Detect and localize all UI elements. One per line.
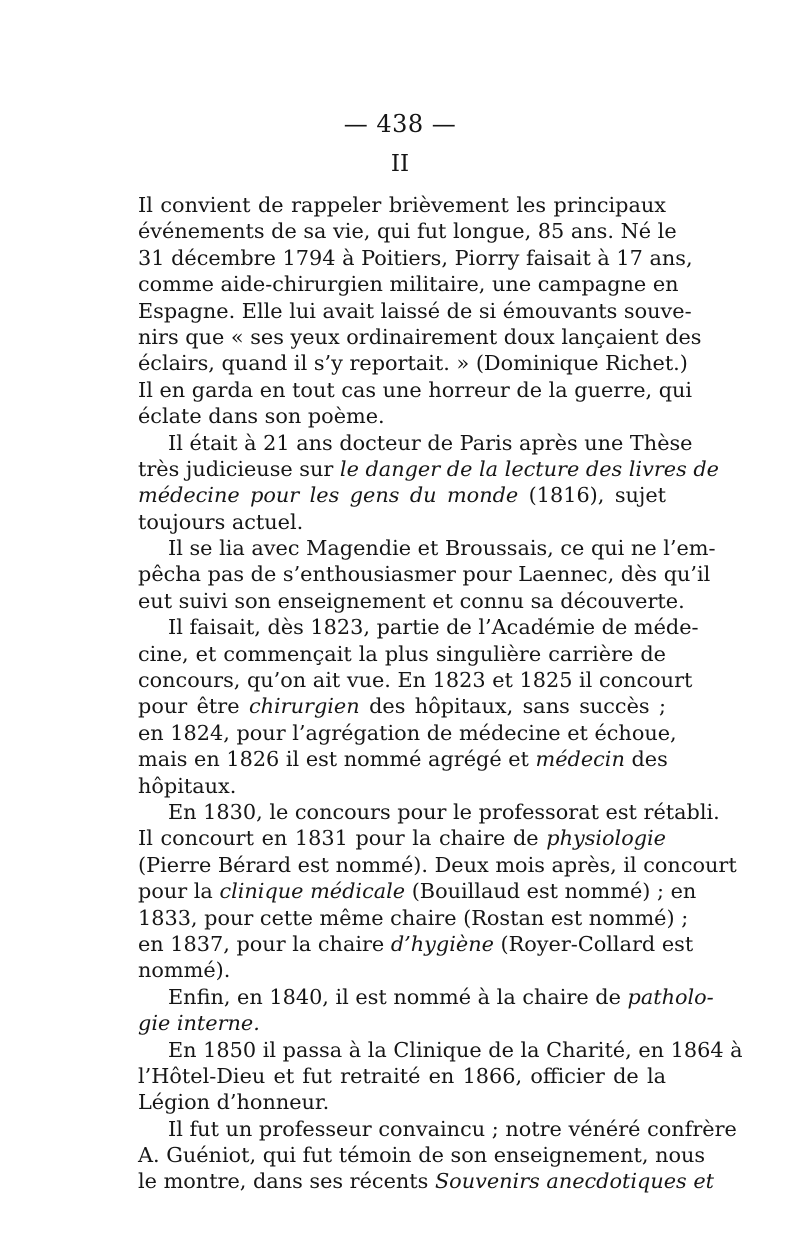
text-line xyxy=(138,588,685,614)
text-line xyxy=(138,509,666,535)
italic-text: chirurgien xyxy=(248,694,360,719)
text-segment: l’Hôtel-Dieu et fut retraité en 1866, officier de la xyxy=(138,1063,666,1088)
body-text xyxy=(138,192,743,1195)
text-segment: Il fut un professeur convaincu ; notre vénéré confrère xyxy=(168,1116,737,1141)
text-segment: pêcha pas de s’enthousiasmer pour Laennec, dès qu’il xyxy=(138,562,711,587)
text-line xyxy=(138,1168,714,1194)
text-segment: En 1830, le concours pour le professorat est rétabli. xyxy=(168,799,720,824)
text-segment: En 1850 il passa à la Clinique de la Charité, en 1864 à xyxy=(168,1037,743,1062)
text-segment: A. Guéniot, qui fut témoin de son enseignement, nous xyxy=(138,1143,706,1168)
text-line xyxy=(138,298,692,324)
text-line xyxy=(138,218,677,244)
text-segment: toujours actuel. xyxy=(138,509,304,534)
text-segment: cine, et commençait la plus singulière carrière de xyxy=(138,641,666,666)
italic-text: d’hygiène xyxy=(390,931,494,956)
text-line xyxy=(138,984,714,1010)
text-line xyxy=(138,852,737,878)
text-line xyxy=(138,245,693,271)
text-line xyxy=(138,825,666,851)
text-segment: en 1824, pour l’agrégation de médecine et échoue, xyxy=(138,720,677,745)
text-segment: éclate dans son poème. xyxy=(138,404,385,429)
italic-text: physiologie xyxy=(546,826,666,851)
text-segment: très judicieuse sur xyxy=(138,456,340,481)
text-line xyxy=(138,324,702,350)
text-segment: nommé). xyxy=(138,958,231,983)
text-line xyxy=(138,693,666,719)
text-line xyxy=(138,1037,743,1063)
text-segment: (Bouillaud est nommé) ; en xyxy=(405,879,697,904)
text-line xyxy=(138,1089,666,1115)
text-segment: comme aide-chirurgien militaire, une campagne en xyxy=(138,272,679,297)
italic-text: le danger de la lecture des livres de xyxy=(339,456,719,481)
text-line xyxy=(138,456,719,482)
text-segment: pour être xyxy=(138,694,249,719)
text-segment: en 1837, pour la chaire xyxy=(138,931,391,956)
text-segment: (Pierre Bérard est nommé). Deux mois après, il concourt xyxy=(138,852,737,877)
text-segment: Il en garda en tout cas une horreur de la guerre, qui xyxy=(138,377,693,402)
text-segment: hôpitaux. xyxy=(138,773,237,798)
text-line xyxy=(138,931,694,957)
text-line xyxy=(138,641,666,667)
text-segment: Légion d’honneur. xyxy=(138,1090,330,1115)
text-segment: Il se lia avec Magendie et Broussais, ce qui ne l’em- xyxy=(168,536,716,561)
italic-text: gie interne. xyxy=(138,1011,260,1036)
text-segment: événements de sa vie, qui fut longue, 85 ans. Né le xyxy=(138,219,677,244)
text-line xyxy=(138,905,689,931)
text-line xyxy=(138,1116,737,1142)
text-segment: pour la xyxy=(138,879,220,904)
text-segment: Il convient de rappeler brièvement les principaux xyxy=(138,193,666,217)
italic-text: médecin xyxy=(535,747,625,772)
text-line xyxy=(138,192,666,218)
text-segment: (Royer-Collard est xyxy=(493,931,694,956)
text-line xyxy=(138,667,693,693)
text-line xyxy=(138,746,666,772)
text-line xyxy=(138,1142,706,1168)
text-segment: 31 décembre 1794 à Poitiers, Piorry faisait à 17 ans, xyxy=(138,245,693,270)
text-line xyxy=(138,535,716,561)
text-segment: des xyxy=(624,747,668,772)
text-line xyxy=(138,377,693,403)
text-segment: Il était à 21 ans docteur de Paris après une Thèse xyxy=(168,430,693,455)
text-line xyxy=(138,773,666,799)
text-segment: eut suivi son enseignement et connu sa découverte. xyxy=(138,588,685,613)
italic-text: patholo- xyxy=(627,984,714,1009)
page-number: — 438 — xyxy=(343,110,457,138)
text-segment: 1833, pour cette même chaire (Rostan est nommé) ; xyxy=(138,905,689,930)
text-segment: des hôpitaux, sans succès ; xyxy=(359,694,667,719)
text-line xyxy=(138,350,688,376)
text-segment: Il faisait, dès 1823, partie de l’Académie de méde- xyxy=(168,615,699,640)
text-line xyxy=(138,430,693,456)
text-segment: Il concourt en 1831 pour la chaire de xyxy=(138,826,547,851)
text-segment: le montre, dans ses récents xyxy=(138,1169,435,1194)
text-line xyxy=(138,957,666,983)
text-segment: éclairs, quand il s’y reportait. » (Dominique Richet.) xyxy=(138,351,688,376)
section-heading: II xyxy=(390,151,410,177)
text-line xyxy=(138,271,679,297)
italic-text: médecine pour les gens du monde xyxy=(138,483,519,508)
text-line xyxy=(138,1063,666,1089)
text-segment: nirs que « ses yeux ordinairement doux lançaient des xyxy=(138,324,702,349)
text-line xyxy=(138,1010,666,1036)
text-segment: concours, qu’on ait vue. En 1823 et 1825 il concourt xyxy=(138,668,693,693)
text-segment: Enfin, en 1840, il est nommé à la chaire de xyxy=(168,984,628,1009)
italic-text: clinique médicale xyxy=(219,879,406,904)
text-line xyxy=(138,614,699,640)
text-line xyxy=(138,482,666,508)
text-line xyxy=(138,403,666,429)
text-segment: mais en 1826 il est nommé agrégé et xyxy=(138,747,536,772)
text-segment: Espagne. Elle lui avait laissé de si émouvants souve- xyxy=(138,298,692,323)
italic-text: Souvenirs anecdotiques et xyxy=(434,1169,714,1194)
text-line xyxy=(138,799,720,825)
text-line xyxy=(138,878,697,904)
text-line xyxy=(138,561,711,587)
text-line xyxy=(138,720,677,746)
text-segment: (1816), sujet xyxy=(518,483,667,508)
